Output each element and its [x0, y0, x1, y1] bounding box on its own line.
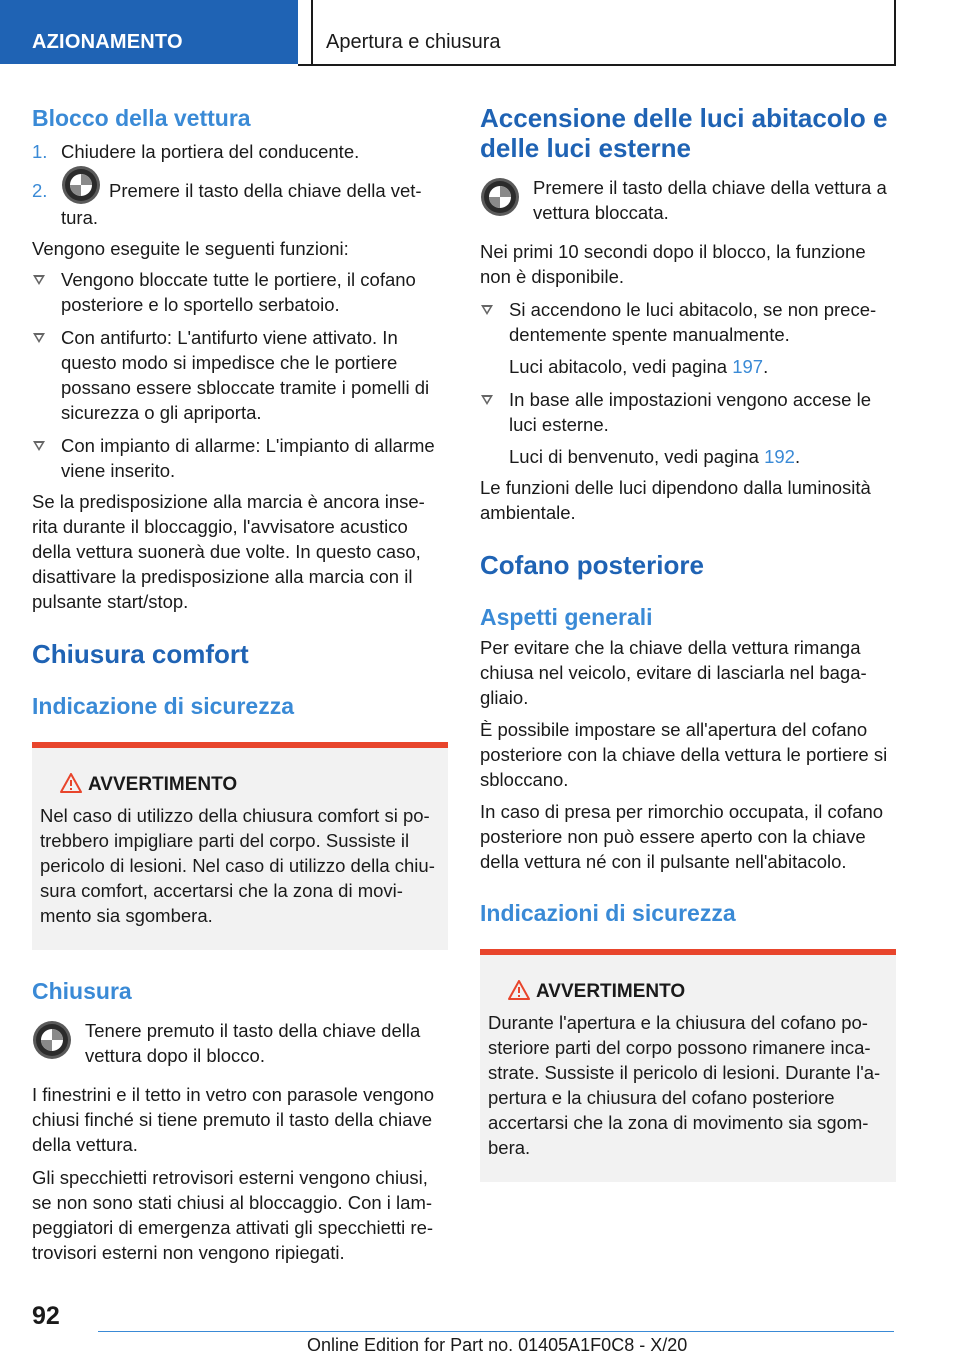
list-item-text: Vengono bloccate tutte le portiere, il cofano posteriore e lo sportello serbatoio.	[61, 269, 416, 316]
step-text: Chiudere la portiera del conducente.	[61, 141, 360, 162]
paragraph-specchietti: Gli specchietti retrovisori esterni vengono chiusi, se non sono stati chiusi al bloccaggio. Con i lam-peggiatori di emergenza attivati gli specchietti re-trovisori esterni non vengono ripiegati.	[32, 1167, 434, 1264]
step-item	[32, 178, 448, 230]
heading-chiusura-comfort: Chiusura comfort	[32, 639, 249, 670]
chapter-title: Apertura e chiusura	[326, 31, 501, 53]
header-rule	[298, 64, 896, 66]
warning-triangle-icon	[508, 980, 530, 1007]
heading-cofano-posteriore: Cofano posteriore	[480, 550, 704, 580]
instruction-text: Tenere premuto il tasto della chiave della vettura dopo il blocco.	[85, 1020, 421, 1067]
warning-box	[32, 742, 448, 950]
list-item	[32, 433, 448, 483]
functions-intro: Vengono eseguite le seguenti funzioni:	[32, 238, 349, 260]
header-divider	[311, 0, 313, 66]
bmw-key-icon	[61, 165, 101, 205]
step-list	[32, 139, 448, 230]
page-header	[0, 0, 960, 66]
bullet-triangle-icon	[33, 333, 45, 343]
step-number: 2.	[32, 180, 48, 201]
header-divider-right	[894, 0, 896, 66]
cross-reference: Luci abitacolo, vedi pagina 197.	[509, 356, 769, 377]
list-item-text: Con antifurto: L'antifurto viene attivato. In questo modo si impedisce che le portiere possano essere sbloccate tramite i pomelli di sicurezza o gli apriporta.	[61, 327, 430, 424]
list-item-text: Con impianto di allarme: L'impianto di allarme viene inserito.	[61, 435, 435, 482]
edition-text: Online Edition for Part no. 01405A1F0C8 - X/20	[307, 1335, 688, 1355]
paragraph-finestrini: I finestrini e il tetto in vetro con parasole vengono chiusi finché si tiene premuto il tasto della chiave della vettura.	[32, 1084, 435, 1156]
list-item-text: In base alle impostazioni vengono accese le luci esterne.	[509, 389, 872, 435]
paragraph-aspetti-3: In caso di presa per rimorchio occupata, il cofano posteriore non può essere aperto con la chiave della vettura né con il pulsante nell'abitacolo.	[480, 801, 884, 872]
warning-body: Nel caso di utilizzo della chiusura comfort si po-trebbero impigliare parti del corpo. Sussiste il pericolo di lesioni. Nel caso di utilizzo della chiu-sura comfort, accertarsi che la zona di movi-mento sia sgombera.	[40, 805, 435, 927]
list-item-text: Si accendono le luci abitacolo, se non prece-dentemente spente manualmente.	[509, 299, 877, 345]
warning-title-text: AVVERTIMENTO	[536, 981, 686, 1002]
page-number: 92	[32, 1302, 60, 1330]
paragraph-aspetti-2: È possibile impostare se all'apertura del cofano posteriore con la chiave della vettura le portiere si sbloccano.	[480, 719, 888, 790]
heading-aspetti-generali: Aspetti generali	[480, 604, 653, 630]
page-link[interactable]: 197	[732, 356, 764, 377]
left-column	[32, 100, 448, 1265]
functions-list	[32, 267, 448, 483]
warning-title	[488, 979, 888, 1004]
luci-list	[480, 297, 896, 469]
bmw-key-icon	[480, 177, 520, 217]
paragraph-predisposizione: Se la predisposizione alla marcia è ancora inse-rita durante il bloccaggio, l'avvisatore acustico della vettura suonerà due volte. In questo caso, disattivare la predisposizione alla marcia con il pulsante start/stop.	[32, 491, 425, 613]
list-item	[32, 325, 448, 425]
footer-rule	[98, 1331, 894, 1332]
paragraph-luminosita: Le funzioni delle luci dipendono dalla luminosità ambientale.	[480, 477, 871, 523]
heading-indicazioni-sicurezza: Indicazioni di sicurezza	[480, 900, 736, 926]
bullet-triangle-icon	[481, 395, 493, 405]
bullet-triangle-icon	[481, 305, 493, 315]
bmw-key-icon	[32, 1020, 72, 1060]
page-link[interactable]: 192	[764, 446, 795, 467]
bullet-triangle-icon	[33, 441, 45, 451]
step-number: 1.	[32, 141, 48, 162]
step-text: Premere il tasto della chiave della vet-tura.	[61, 180, 422, 229]
paragraph-primi10: Nei primi 10 secondi dopo il blocco, la funzione non è disponibile.	[480, 241, 866, 287]
warning-box	[480, 949, 896, 1182]
cross-reference: Luci di benvenuto, vedi pagina 192.	[509, 446, 801, 467]
step-item	[32, 139, 448, 164]
heading-blocco: Blocco della vettura	[32, 105, 251, 131]
warning-title-text: AVVERTIMENTO	[88, 774, 238, 796]
chiusura-instruction	[32, 1018, 448, 1068]
luci-instruction	[480, 175, 896, 225]
list-item	[480, 297, 896, 379]
list-item	[32, 267, 448, 317]
bullet-triangle-icon	[33, 275, 45, 285]
instruction-text: Premere il tasto della chiave della vettura a vettura bloccata.	[533, 177, 887, 223]
heading-accensione-luci: Accensione delle luci abitacolo e delle luci esterne	[480, 103, 888, 163]
list-item	[480, 387, 896, 469]
section-tab: AZIONAMENTO	[0, 0, 298, 64]
warning-title	[40, 772, 440, 797]
paragraph-aspetti-1: Per evitare che la chiave della vettura rimanga chiusa nel veicolo, evitare di lasciarla nel baga-gliaio.	[480, 637, 867, 708]
heading-chiusura: Chiusura	[32, 978, 132, 1005]
heading-indicazione-sicurezza: Indicazione di sicurezza	[32, 693, 295, 720]
cross-reference-text: Luci abitacolo, vedi pagina	[509, 356, 728, 377]
warning-body: Durante l'apertura e la chiusura del cofano po-steriore parti del corpo possono rimanere inca-strate. Sussiste il pericolo di lesioni. Durante l'a-pertura e la chiusura del cofano posteriore accertarsi che la zona di movimento sia sgom-bera.	[488, 1012, 881, 1158]
right-column	[480, 100, 896, 1182]
cross-reference-text: Luci di benvenuto, vedi pagina	[509, 446, 759, 467]
warning-triangle-icon	[60, 773, 82, 800]
